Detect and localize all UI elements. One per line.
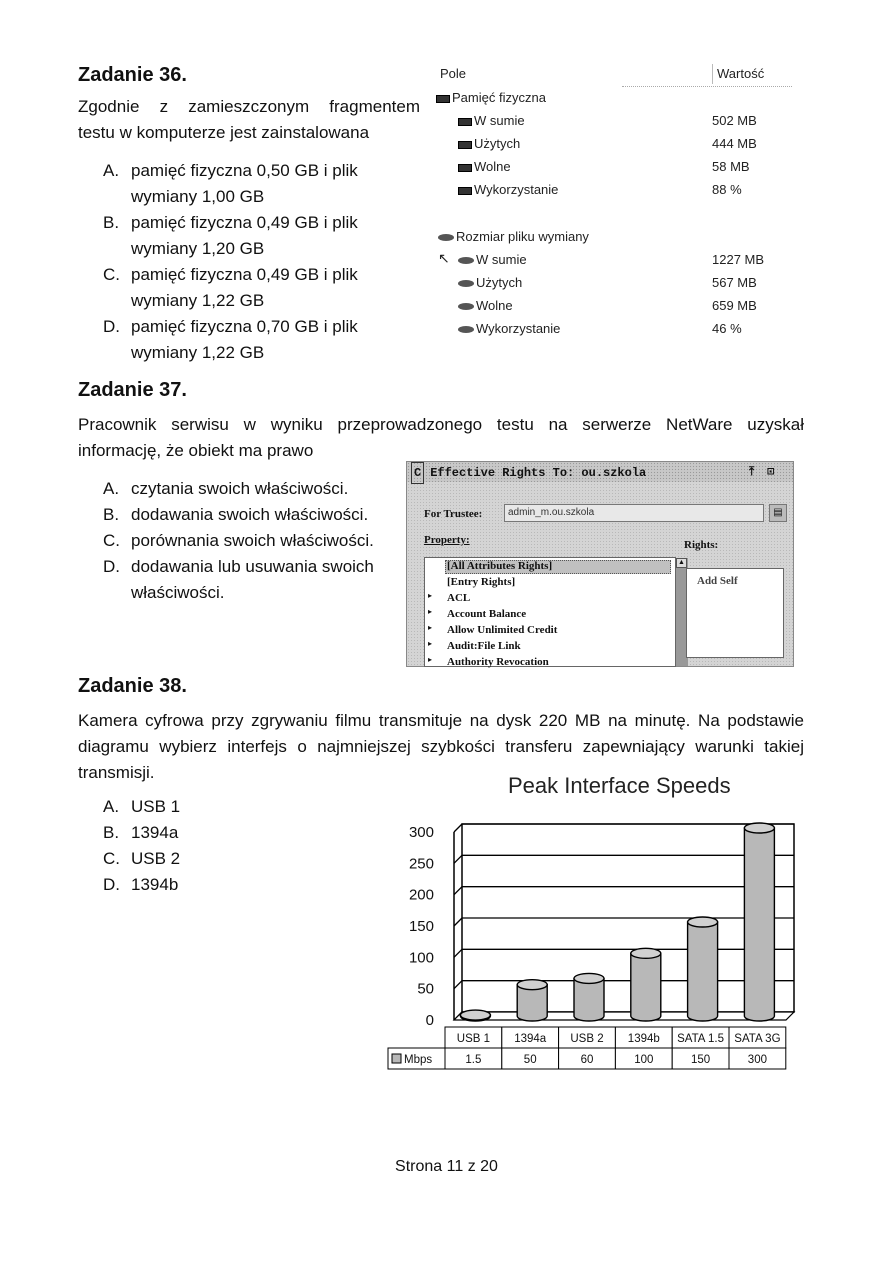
task-37-answer-c[interactable]: C. porównania swoich właściwości. bbox=[103, 531, 374, 550]
task-36-title: Zadanie 36. bbox=[78, 64, 187, 86]
task-37-answer-d[interactable]: D. dodawania lub usuwania swoich właściwości. bbox=[103, 557, 374, 602]
task-38-answer-c[interactable]: C. USB 2 bbox=[103, 849, 181, 868]
dialog-app-icon: C bbox=[411, 462, 424, 484]
column-header-value: Wartość bbox=[712, 64, 764, 84]
task-37-question-line1: Pracownik serwisu w wyniku przeprowadzonego testu na serwerze NetWare uzyskał bbox=[78, 415, 804, 434]
disk-icon bbox=[458, 303, 474, 310]
swap-row-value: 46 % bbox=[712, 321, 742, 336]
bar-top bbox=[574, 973, 604, 983]
memory-row-label: Wolne bbox=[458, 157, 511, 177]
rights-label: Rights: bbox=[684, 539, 719, 551]
task-37-answer-a[interactable]: A. czytania swoich właściwości. bbox=[103, 479, 349, 498]
task-38-title: Zadanie 38. bbox=[78, 675, 187, 697]
memory-row-label: W sumie bbox=[458, 111, 525, 131]
data-label: 150 bbox=[691, 1054, 711, 1066]
task-36-answer-d[interactable]: D. pamięć fizyczna 0,70 GB i plik wymiany 1,22 GB bbox=[103, 317, 358, 362]
swap-row-label: Wykorzystanie bbox=[458, 319, 560, 339]
list-item[interactable]: Allow Unlimited Credit bbox=[447, 624, 558, 636]
bar-top bbox=[631, 948, 661, 958]
legend-label: Mbps bbox=[404, 1054, 433, 1066]
page-footer: Strona 11 z 20 bbox=[395, 1158, 498, 1175]
memory-row-value: 502 MB bbox=[712, 113, 757, 128]
data-label: 300 bbox=[747, 1054, 767, 1066]
cursor-icon: ↖ bbox=[438, 250, 450, 266]
list-item[interactable]: Authority Revocation bbox=[447, 656, 549, 668]
gridline-side bbox=[454, 824, 462, 832]
bar-top bbox=[744, 823, 774, 833]
disk-icon bbox=[438, 234, 454, 241]
data-label: 100 bbox=[634, 1054, 654, 1066]
gridline-side bbox=[454, 949, 462, 957]
task-37-answers bbox=[103, 476, 403, 606]
browse-icon: ▤ bbox=[773, 507, 783, 518]
bar bbox=[688, 922, 718, 1021]
column-header-field: Pole bbox=[440, 66, 467, 81]
task-36-answer-b[interactable]: B. pamięć fizyczna 0,49 GB i plik wymiany 1,20 GB bbox=[103, 213, 358, 258]
bar-top bbox=[460, 1010, 490, 1020]
disk-icon bbox=[458, 257, 474, 264]
arrow-icon: ▸ bbox=[428, 623, 433, 632]
peak-interface-speeds-chart bbox=[380, 810, 800, 1085]
task-38-answer-b[interactable]: B. 1394a bbox=[103, 823, 179, 842]
arrow-icon: ▸ bbox=[428, 591, 433, 600]
swap-row-value: 659 MB bbox=[712, 298, 757, 313]
task-36-question-line1: Zgodnie z zamieszczonym fragmentem bbox=[78, 97, 420, 116]
trustee-input[interactable]: admin_m.ou.szkola bbox=[504, 504, 764, 522]
swap-row-value: 567 MB bbox=[712, 275, 757, 290]
list-item[interactable]: Account Balance bbox=[447, 608, 527, 620]
swap-row-label: Użytych bbox=[458, 273, 522, 293]
dialog-title: Effective Rights To: ou.szkola bbox=[430, 466, 647, 480]
memory-row-value: 58 MB bbox=[712, 159, 750, 174]
rights-list[interactable]: Add Self bbox=[686, 568, 784, 658]
memory-row-label: Użytych bbox=[458, 134, 520, 154]
gridline-side bbox=[454, 887, 462, 895]
x-tick-label: USB 2 bbox=[570, 1033, 604, 1045]
x-tick-label: 1394b bbox=[627, 1033, 660, 1045]
task-38-answers bbox=[103, 794, 253, 898]
y-tick-label: 50 bbox=[417, 980, 434, 998]
trustee-label: For Trustee: bbox=[424, 508, 483, 520]
y-tick-label: 0 bbox=[425, 1012, 434, 1029]
help-icon[interactable]: ⤒ bbox=[749, 465, 755, 479]
x-tick-label: SATA 3G bbox=[734, 1033, 781, 1045]
x-tick-label: 1394a bbox=[514, 1033, 547, 1045]
task-38-question-line3: transmisji. bbox=[78, 763, 155, 782]
list-item[interactable]: Audit:File Link bbox=[447, 640, 521, 652]
list-item[interactable]: [Entry Rights] bbox=[447, 576, 516, 588]
task-38-answer-a[interactable]: A. USB 1 bbox=[103, 797, 181, 816]
memory-chip-icon bbox=[458, 118, 472, 126]
task-38-question-line1: Kamera cyfrowa przy zgrywaniu filmu transmituje na dysk 220 MB na minutę. Na podstawie bbox=[78, 711, 804, 730]
task-38-question-line2: diagramu wybierz interfejs o najmniejszej szybkości transferu zapewniający warunki takiej bbox=[78, 737, 804, 756]
scroll-up-icon[interactable]: ▲ bbox=[676, 558, 687, 568]
bar-top bbox=[688, 917, 718, 927]
task-37-title: Zadanie 37. bbox=[78, 379, 187, 401]
memory-chip-icon bbox=[458, 141, 472, 149]
y-tick-label: 200 bbox=[408, 886, 434, 904]
disk-icon bbox=[458, 326, 474, 333]
maximize-icon[interactable]: ⊡ bbox=[767, 465, 775, 479]
bar bbox=[574, 978, 604, 1021]
task-36-answer-a[interactable]: A. pamięć fizyczna 0,50 GB i plik wymiany 1,00 GB bbox=[103, 161, 358, 206]
memory-row-value: 88 % bbox=[712, 182, 742, 197]
arrow-icon: ▸ bbox=[428, 655, 433, 664]
task-36-answer-c[interactable]: C. pamięć fizyczna 0,49 GB i plik wymiany 1,22 GB bbox=[103, 265, 358, 310]
y-tick-label: 250 bbox=[408, 855, 434, 873]
gridline-side bbox=[454, 855, 462, 863]
bar-top bbox=[517, 980, 547, 990]
group-swap-file: Rozmiar pliku wymiany bbox=[438, 227, 589, 247]
bar bbox=[631, 953, 661, 1021]
swap-row-label: W sumie bbox=[458, 250, 527, 270]
swap-row-label: Wolne bbox=[458, 296, 513, 316]
group-physical-memory: Pamięć fizyczna bbox=[436, 88, 546, 108]
chart-floor bbox=[454, 1012, 794, 1020]
task-38-answer-d[interactable]: D. 1394b bbox=[103, 875, 179, 894]
gridline-side bbox=[454, 981, 462, 989]
effective-rights-dialog bbox=[406, 461, 794, 667]
y-tick-label: 100 bbox=[408, 949, 434, 967]
data-label: 50 bbox=[523, 1054, 537, 1066]
browse-button[interactable] bbox=[769, 504, 787, 522]
memory-row-value: 444 MB bbox=[712, 136, 757, 151]
list-item[interactable]: ACL bbox=[447, 592, 471, 604]
x-tick-label: SATA 1.5 bbox=[677, 1033, 725, 1045]
memory-chip-icon bbox=[458, 187, 472, 195]
header-divider bbox=[622, 86, 792, 87]
task-36-answers bbox=[103, 158, 423, 366]
memory-chip-icon bbox=[458, 164, 472, 172]
y-tick-label: 150 bbox=[408, 918, 434, 935]
memory-chip-icon bbox=[436, 95, 450, 103]
swap-row-value: 1227 MB bbox=[712, 252, 765, 267]
data-label: 60 bbox=[580, 1054, 594, 1066]
data-label: 1.5 bbox=[465, 1054, 482, 1066]
arrow-icon: ▸ bbox=[428, 607, 433, 616]
gridline-side bbox=[454, 918, 462, 926]
task-36-question-line2: testu w komputerze jest zainstalowana bbox=[78, 123, 370, 142]
task-37-answer-b[interactable]: B. dodawania swoich właściwości. bbox=[103, 505, 369, 524]
legend-swatch bbox=[392, 1054, 401, 1063]
bar bbox=[744, 828, 774, 1021]
property-list[interactable] bbox=[424, 557, 685, 668]
y-tick-label: 300 bbox=[408, 824, 434, 841]
list-item[interactable]: [All Attributes Rights] bbox=[447, 560, 553, 572]
x-tick-label: USB 1 bbox=[456, 1033, 491, 1045]
dialog-titlebar bbox=[407, 462, 793, 482]
task-37-question-line2: informację, że obiekt ma prawo bbox=[78, 441, 314, 460]
memory-row-label: Wykorzystanie bbox=[458, 180, 558, 200]
property-label: Property: bbox=[424, 534, 470, 546]
arrow-icon: ▸ bbox=[428, 639, 433, 648]
chart-title: Peak Interface Speeds bbox=[508, 773, 731, 798]
disk-icon bbox=[458, 280, 474, 287]
